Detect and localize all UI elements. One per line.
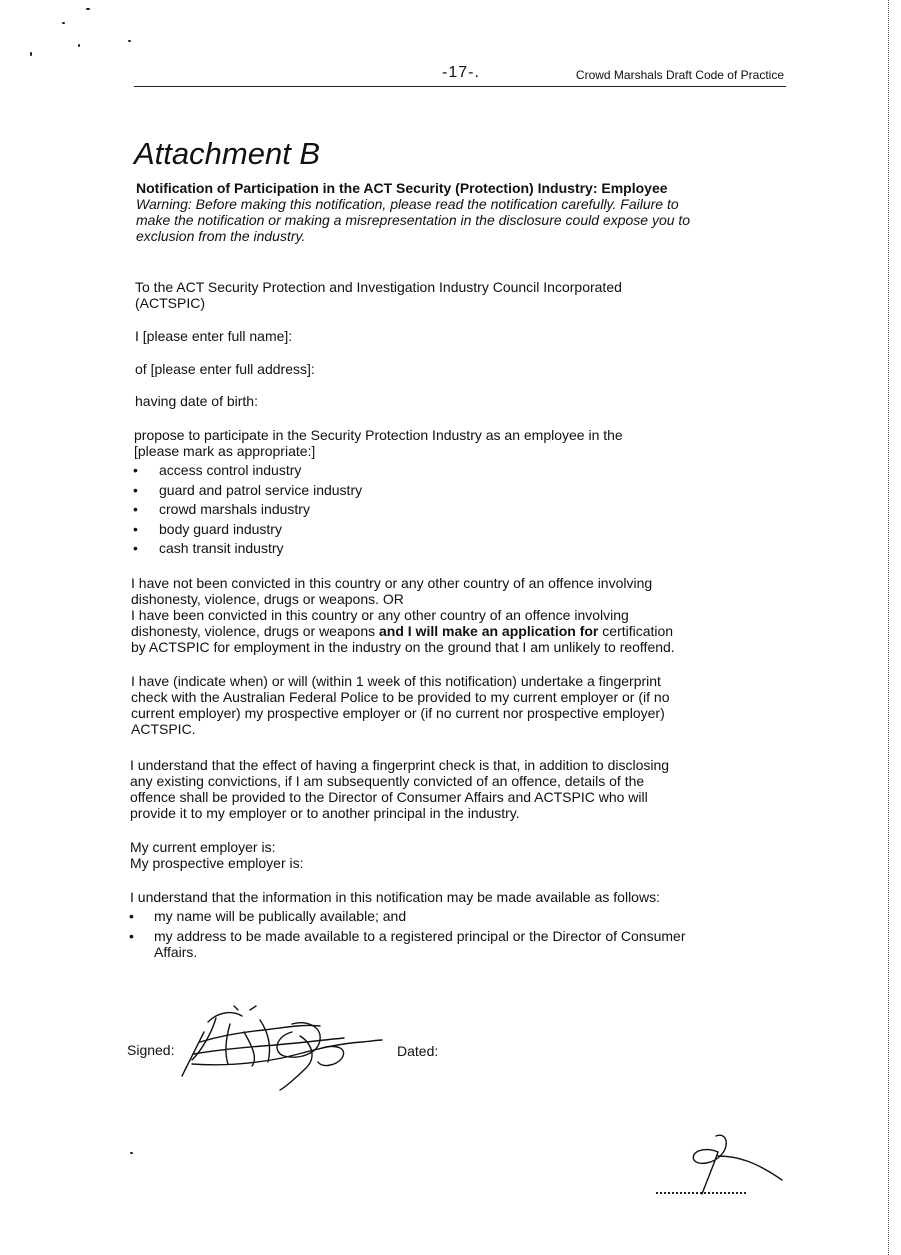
page-header xyxy=(134,62,786,87)
convicted-line: I have been convicted in this country or any other country of an offence involving xyxy=(131,607,629,623)
handwritten-signature xyxy=(172,1002,387,1098)
convicted-line: by ACTSPIC for employment in the industry on the ground that I am unlikely to reoffend. xyxy=(131,639,675,655)
paragraph-line: ACTSPIC. xyxy=(131,721,196,737)
page-number: -17-. xyxy=(442,64,480,81)
industry-option: • cash transit industry xyxy=(133,539,633,559)
signed-label: Signed: xyxy=(127,1042,175,1058)
scan-edge xyxy=(888,0,890,1255)
date-of-birth-field: having date of birth: xyxy=(135,393,258,409)
participation-line: [please mark as appropriate:] xyxy=(134,443,316,459)
not-convicted-line: I have not been convicted in this country or any other country of an offence involving xyxy=(131,575,653,591)
prospective-employer-field: My prospective employer is: xyxy=(130,855,304,871)
paragraph-line: offence shall be provided to the Director of Consumer Affairs and ACTSPIC who will xyxy=(130,789,648,805)
scan-speck xyxy=(30,52,32,56)
current-employer-field: My current employer is: xyxy=(130,839,276,855)
paragraph-line: I have (indicate when) or will (within 1 week of this notification) undertake a fingerprint xyxy=(131,673,661,689)
industry-option: • body guard industry xyxy=(133,520,633,540)
convicted-text-bold: and I will make an application for xyxy=(375,623,599,639)
addressee xyxy=(135,279,775,311)
paragraph-line: current employer) my prospective employer or (if no current nor prospective employer) xyxy=(131,705,665,721)
full-name-field: I [please enter full name]: xyxy=(135,328,293,344)
scan-speck xyxy=(128,40,131,42)
full-address-field: of [please enter full address]: xyxy=(135,361,315,377)
information-item: • my name will be publically available; and xyxy=(129,908,689,924)
warning-line: exclusion from the industry. xyxy=(136,228,306,244)
paragraph-line: check with the Australian Federal Police to be provided to my current employer or (if no xyxy=(131,689,670,705)
information-list xyxy=(129,908,689,964)
paragraph-line: any existing convictions, if I am subsequently convicted of an offence, details of the xyxy=(130,773,645,789)
initials-mark xyxy=(672,1130,787,1196)
notice-block xyxy=(136,180,776,244)
understanding-paragraph xyxy=(130,757,770,821)
warning-line: make the notification or making a misrepresentation in the disclosure could expose you to xyxy=(136,212,691,228)
industry-option: • guard and patrol service industry xyxy=(133,481,633,501)
notice-heading: Notification of Participation in the ACT Security (Protection) Industry: Employee xyxy=(136,180,668,196)
employer-block xyxy=(130,839,530,871)
convicted-line xyxy=(131,623,771,639)
fingerprint-check-paragraph xyxy=(131,673,771,737)
industry-option: • access control industry xyxy=(133,461,633,481)
convictions-block xyxy=(131,575,771,655)
document-title: Crowd Marshals Draft Code of Practice xyxy=(575,68,784,82)
scan-speck xyxy=(62,22,65,24)
participation-text xyxy=(134,427,774,459)
information-intro: I understand that the information in this notification may be made available as follows: xyxy=(130,889,660,905)
convicted-text: certification xyxy=(598,623,674,639)
paragraph-line: provide it to my employer or to another principal in the industry. xyxy=(130,805,520,821)
scan-speck xyxy=(78,44,80,47)
paragraph-line: I understand that the effect of having a fingerprint check is that, in addition to disclosing xyxy=(130,757,670,773)
scan-speck xyxy=(130,1152,133,1154)
addressee-line: To the ACT Security Protection and Investigation Industry Council Incorporated xyxy=(135,279,622,295)
participation-line: propose to participate in the Security Protection Industry as an employee in the xyxy=(134,427,623,443)
initials-line xyxy=(656,1192,746,1194)
not-convicted-line: dishonesty, violence, drugs or weapons. OR xyxy=(131,591,404,607)
addressee-line: (ACTSPIC) xyxy=(135,295,205,311)
information-item: • my address to be made available to a registered principal or the Director of Consumer Affairs. xyxy=(129,928,689,960)
industry-option: • crowd marshals industry xyxy=(133,500,633,520)
industry-options-list xyxy=(133,461,633,559)
warning-line: Warning: Before making this notification, please read the notification carefully. Failure to xyxy=(136,196,679,212)
scan-speck xyxy=(86,8,90,10)
attachment-title: Attachment B xyxy=(134,136,321,171)
convicted-text: dishonesty, violence, drugs or weapons xyxy=(131,623,376,639)
dated-label: Dated: xyxy=(397,1043,439,1059)
